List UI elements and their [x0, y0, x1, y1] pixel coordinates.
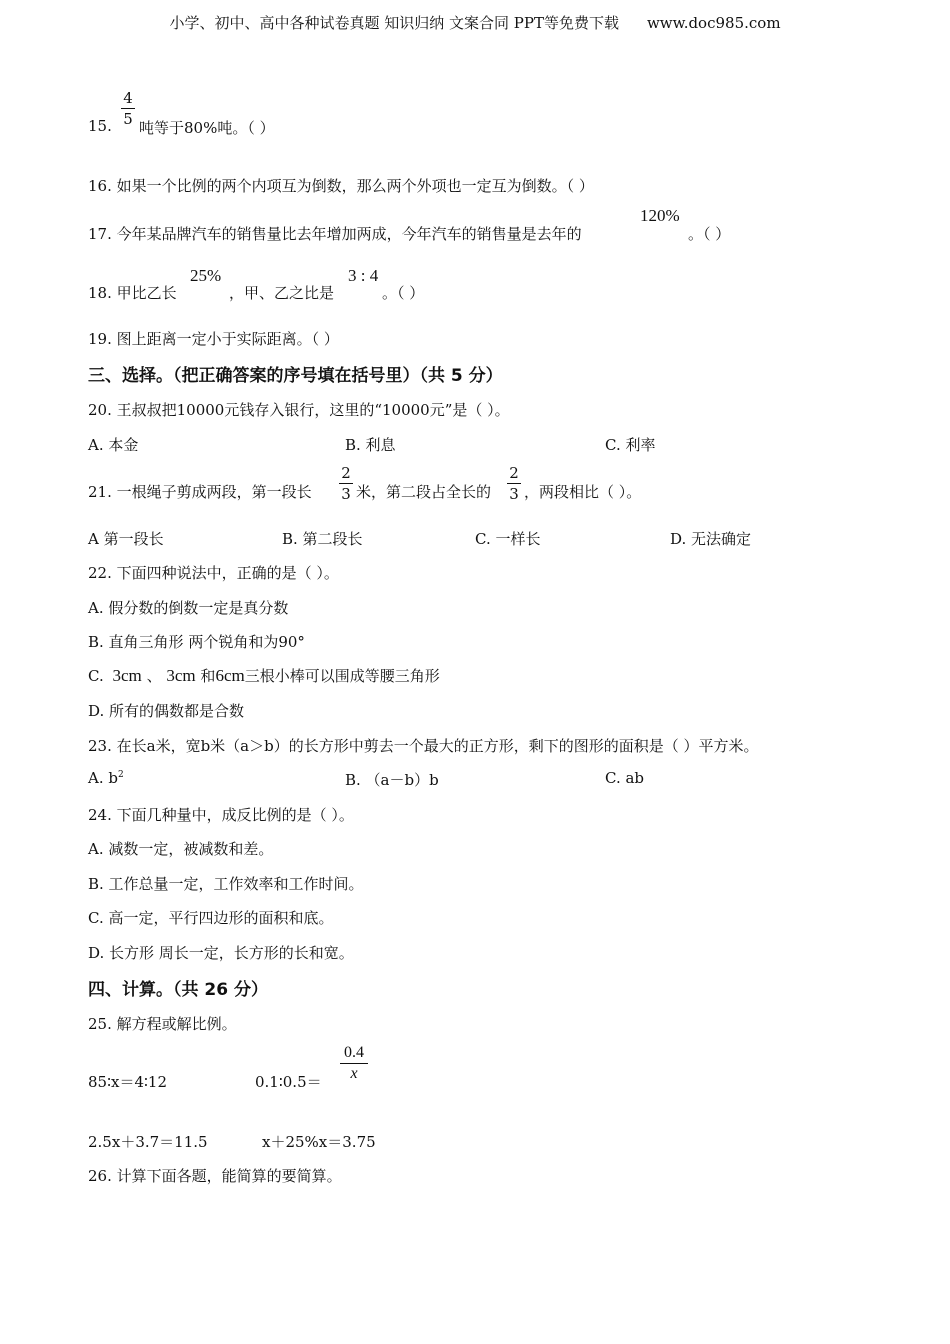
q26-text: 26. 计算下面各题，能简算的要简算。: [88, 1167, 342, 1185]
q23-option-c: C. ab: [605, 769, 645, 787]
q15-number: 15.: [88, 117, 112, 135]
q22-option-c-sep1: 、: [146, 667, 162, 685]
q17-math: 120%: [640, 206, 680, 225]
q20-option-b: B. 利息: [345, 436, 396, 454]
q18-text1: 18. 甲比乙长: [88, 284, 177, 302]
q17-tail: 。（ ）: [688, 225, 731, 243]
q23-option-a: [88, 769, 124, 787]
q22-option-d: D. 所有的偶数都是合数: [88, 702, 245, 720]
q21-text2: 米，第二段占全长的: [356, 483, 492, 501]
q25-equation2-numerator: 0.4: [344, 1044, 364, 1061]
q22-option-c: [88, 665, 440, 686]
q21-fraction1-denominator: 3: [341, 485, 351, 503]
q22-option-c-length2: 3cm: [166, 666, 196, 685]
q15-fraction-numerator: 4: [123, 89, 133, 107]
section4-title: 四、计算。（共 26 分）: [88, 980, 268, 1000]
q21-fraction1-numerator: 2: [341, 464, 351, 482]
q21-option-d: D. 无法确定: [670, 530, 752, 548]
q25-equation2: 0.1∶0.5＝: [255, 1073, 322, 1091]
q21-fraction2: [507, 464, 521, 503]
q25-equation1: 85∶x＝4∶12: [88, 1073, 167, 1091]
q18-tail: 。（ ）: [382, 284, 425, 302]
q25-text: 25. 解方程或解比例。: [88, 1015, 237, 1033]
q22-option-c-label: C.: [88, 667, 104, 685]
header-site: www.doc985.com: [646, 14, 781, 32]
q22-option-b: B. 直角三角形 两个锐角和为90°: [88, 633, 305, 651]
q20-text: 20. 王叔叔把10000元钱存入银行，这里的“10000元”是（ ）。: [88, 401, 510, 419]
q23-option-b: B. （a－b）b: [345, 771, 439, 789]
q18-text2: ，甲、乙之比是: [229, 284, 335, 302]
q24-option-d: D. 长方形 周长一定，长方形的长和宽。: [88, 944, 354, 962]
q25-equation2-denominator: x: [350, 1065, 358, 1082]
q21-text3: ，两段相比（ ）。: [524, 483, 642, 501]
section3-title: 三、选择。（把正确答案的序号填在括号里）（共 5 分）: [88, 366, 503, 386]
q25-equation2-fraction: [340, 1044, 368, 1083]
q19-text: 19. 图上距离一定小于实际距离。（ ）: [88, 330, 339, 348]
q20-option-a: A. 本金: [88, 436, 139, 454]
q21-text1: 21. 一根绳子剪成两段，第一段长: [88, 483, 312, 501]
q16-text: 16. 如果一个比例的两个内项互为倒数，那么两个外项也一定互为倒数。（ ）: [88, 177, 594, 195]
q18-math2: 3 : 4: [348, 266, 379, 285]
q15-text: 吨等于80%吨。（ ）: [139, 119, 275, 137]
q24-text: 24. 下面几种量中，成反比例的是（ ）。: [88, 806, 354, 824]
q21-option-a: A 第一段长: [88, 530, 164, 548]
q18-math1: 25%: [190, 266, 222, 285]
q22-option-a: A. 假分数的倒数一定是真分数: [88, 599, 289, 617]
q20-option-c: C. 利率: [605, 436, 656, 454]
q23-option-a-text: A. b: [88, 769, 118, 787]
q15-fraction-denominator: 5: [123, 110, 133, 128]
q21-fraction1: [339, 464, 353, 503]
page-header: [0, 12, 950, 33]
q21-option-b: B. 第二段长: [282, 530, 363, 548]
q22-option-c-tail: 三根小棒可以围成等腰三角形: [244, 667, 440, 685]
q22-option-c-sep2: 和: [200, 667, 216, 685]
q23-text: 23. 在长a米，宽b米（a＞b）的长方形中剪去一个最大的正方形，剩下的图形的面积是（ ）平方米。: [88, 737, 759, 755]
q15-fraction: [121, 89, 135, 128]
q22-text: 22. 下面四种说法中，正确的是（ ）。: [88, 564, 339, 582]
q21-fraction2-numerator: 2: [509, 464, 519, 482]
q17-text: 17. 今年某品牌汽车的销售量比去年增加两成，今年汽车的销售量是去年的: [88, 225, 582, 243]
q22-option-c-length3: 6cm: [215, 666, 245, 685]
q25-equation4: x＋25%x＝3.75: [262, 1133, 376, 1151]
q22-option-c-length1: 3cm: [112, 666, 142, 685]
q25-equation3: 2.5x＋3.7＝11.5: [88, 1133, 208, 1151]
q21-option-c: C. 一样长: [475, 530, 541, 548]
q24-option-b: B. 工作总量一定，工作效率和工作时间。: [88, 875, 364, 893]
q21-fraction2-denominator: 3: [509, 485, 519, 503]
q23-option-a-exponent: 2: [117, 770, 124, 780]
q24-option-a: A. 减数一定，被减数和差。: [88, 840, 274, 858]
header-text: 小学、初中、高中各种试卷真题 知识归纳 文案合同 PPT等免费下载: [169, 14, 619, 32]
q24-option-c: C. 高一定，平行四边形的面积和底。: [88, 909, 334, 927]
